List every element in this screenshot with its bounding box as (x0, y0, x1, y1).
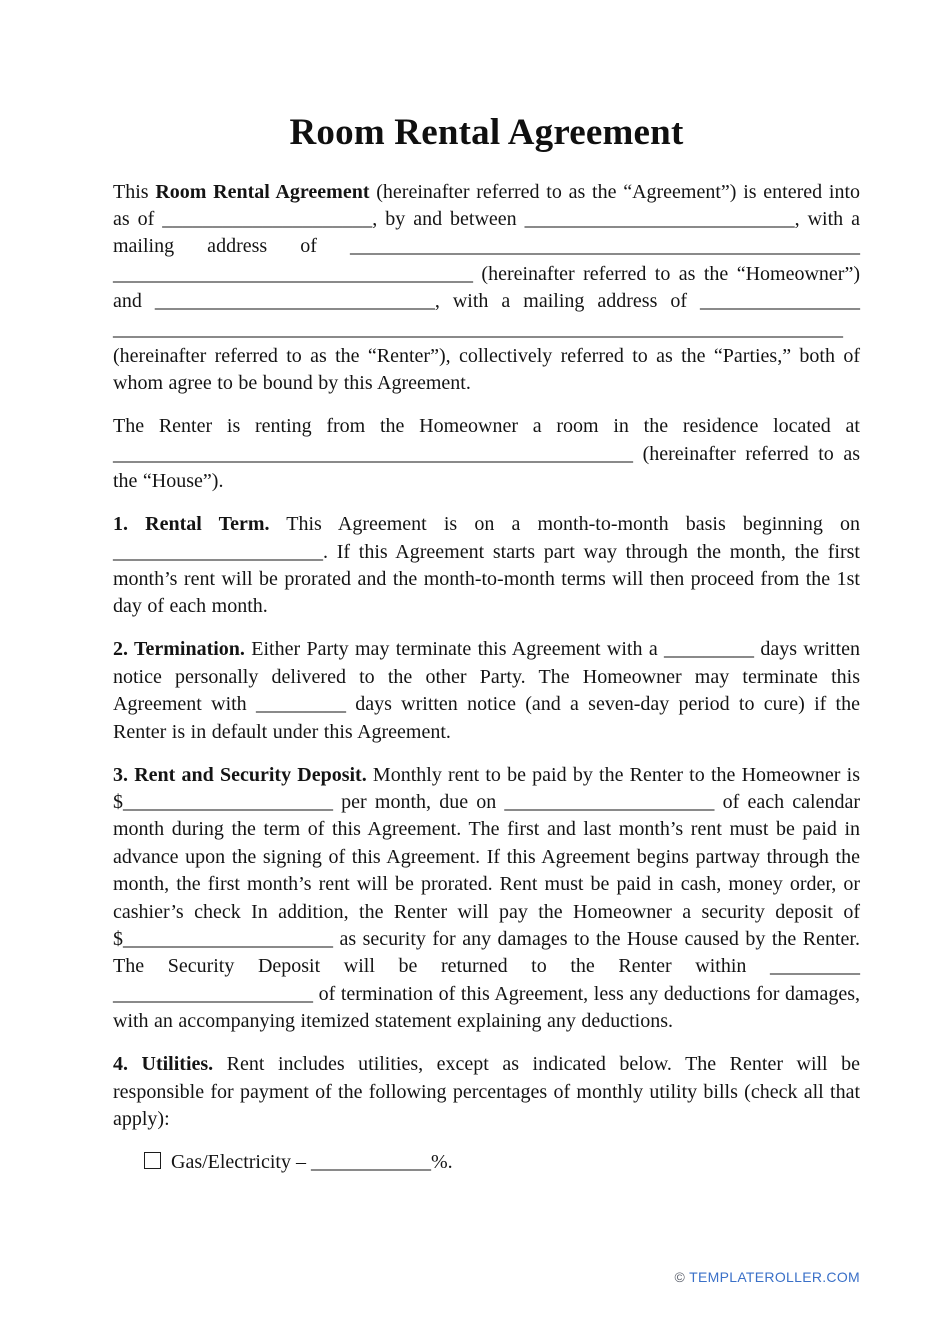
section-rent-security-deposit (113, 762, 860, 1036)
footer (675, 1269, 860, 1285)
intro-paragraph (113, 179, 860, 398)
section-utilities-heading: 4. Utilities. (113, 1053, 214, 1076)
section-termination (113, 636, 860, 746)
copyright-icon: © (674, 1269, 686, 1285)
agreement-name-bold: Room Rental Agreement (155, 180, 370, 203)
document-content (113, 0, 860, 1177)
residence-paragraph (113, 413, 860, 495)
intro-body-text: (hereinafter referred to as the “Agreement”) is entered into as of _____________________, by and between ___________________________, with a mailing address of ___________________________________________________ ____________________________________ (hereinafter referred to as the “Homeowner”) and ____________________________, with a mailing address of ________________ _________________________________________________________________________ (hereinafter referred to as the “Renter”), collectively referred to as the “Parties,” both of whom agree to be bound by this Agreement. (113, 180, 861, 395)
section-rent-security-deposit-heading: 3. Rent and Security Deposit. (113, 763, 367, 786)
section-termination-heading: 2. Termination. (113, 638, 245, 661)
section-rental-term-body: This Agreement is on a month-to-month basis beginning on _____________________. If this Agreement starts part way through the month, the first month’s rent will be prorated and the month-to-month terms will then proceed from the 1st day of each month. (113, 513, 861, 618)
section-rent-security-deposit-body: Monthly rent to be paid by the Renter to the Homeowner is $_____________________ per month, due on _____________________ of each calendar month during the term of this Agreement. The first and last month’s rent must be paid in advance upon the signing of this Agreement. If this Agreement begins partway through the month, the first month’s rent will be prorated. Rent must be paid in cash, money order, or cashier’s check In addition, the Renter will pay the Homeowner a security deposit of $_____________________ as security for any damages to the House caused by the Renter. The Security Deposit will be returned to the Renter within _________ ____________________ of termination of this Agreement, less any deductions for damages, with an accompanying itemized statement explaining any deductions. (113, 763, 860, 1033)
templateroller-link[interactable]: TEMPLATEROLLER.COM (689, 1269, 860, 1285)
section-rental-term-heading: 1. Rental Term. (113, 513, 270, 536)
section-termination-body: Either Party may terminate this Agreement with a _________ days written notice personally delivered to the other Party. The Homeowner may terminate this Agreement with _________ days written notice (and a seven-day period to cure) if the Renter is in default under this Agreement. (113, 638, 861, 743)
utility-checklist-row (113, 1149, 860, 1176)
section-rental-term (113, 511, 860, 621)
intro-lead-text: This (113, 180, 156, 203)
residence-paragraph-text: The Renter is renting from the Homeowner a room in the residence located at ____________________________________________________ (hereinafter referred to as the “House”). (113, 415, 860, 493)
section-utilities-body: Rent includes utilities, except as indicated below. The Renter will be responsible for payment of the following percentages of monthly utility bills (check all that apply): (113, 1053, 860, 1131)
gas-electricity-label: Gas/Electricity – ____________%. (171, 1151, 453, 1174)
section-utilities (113, 1051, 860, 1133)
gas-electricity-checkbox[interactable] (144, 1152, 161, 1169)
document-title: Room Rental Agreement (289, 112, 684, 153)
